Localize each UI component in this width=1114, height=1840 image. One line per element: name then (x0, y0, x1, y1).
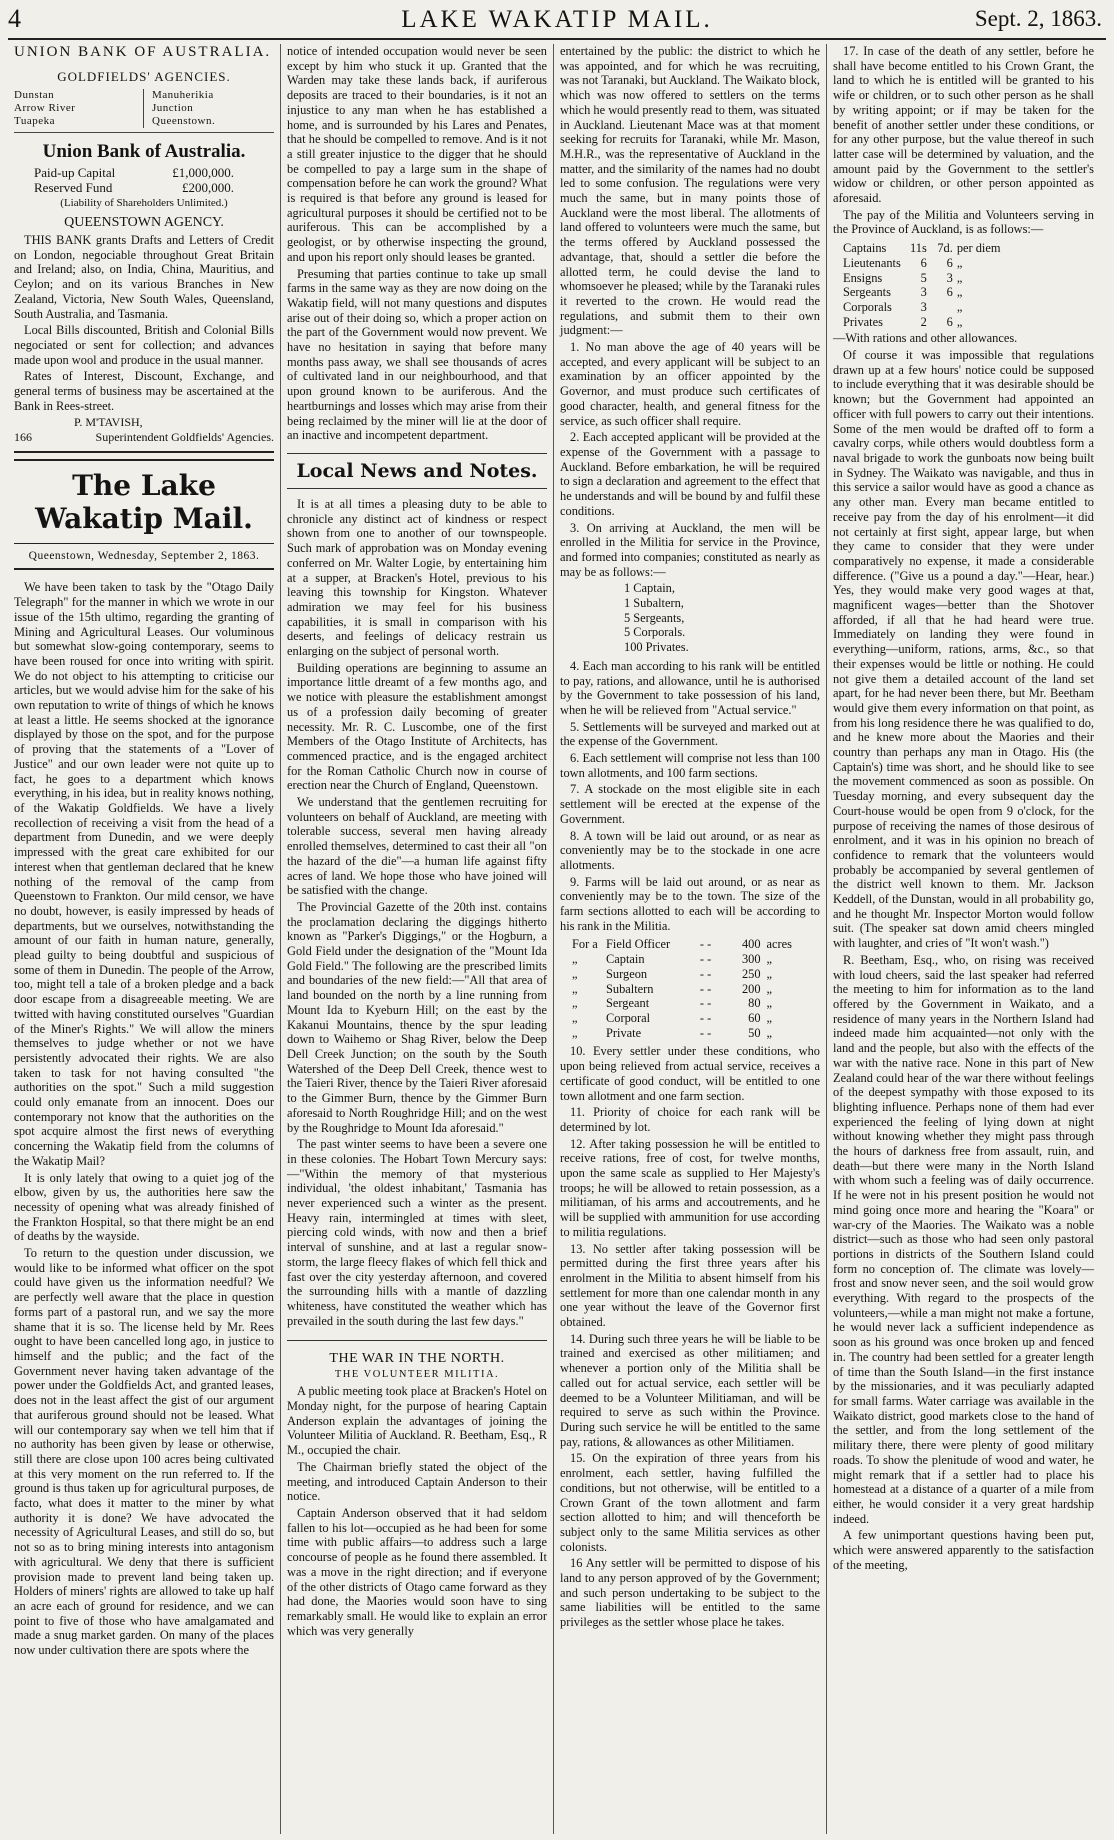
bank-ad-body: THIS BANK grants Drafts and Letters of Credit on London, negociable throughout Great Britain and Ireland; also, on India, China, Mauritius, and Ceylon; and on its various Branches in New Zealand, Victoria, New South Wales, Queensland, South Australia, and Tasmania. (14, 233, 274, 321)
signature-title: Superintendent Goldfields' Agencies. (95, 430, 274, 445)
regulation-item: 6. Each settlement will comprise not less than 100 town allotments, and 100 farm sections. (560, 751, 820, 780)
farm-unit: „ (766, 996, 773, 1011)
company-rank: 5 Corporals. (624, 625, 686, 640)
war-paragraph: Of course it was impossible that regulations drawn up at a few hours' notice could be supposed to include everything that it was desirable should be known; but the Government had appointed an officer with full powers to carry out their intentions. Some of the men would be drafted off to form a cavalry corps, while others would doubtless form a naval brigade to work the gunboats now being built in Sydney. The Waikato was navigable, and thus in this service a sailor would have as good a chance as any other man. Every man became entitled to receive pay from the day of his enrolment—it did not certainly at first sight, appear large, but when they came to consider that they were under comparatively no expense, it made a considerable difference. ("Give us a pound a day."—Hear, hear.) Yes, they would make very good wages at that, magnificent wages—better than the Shotover afforded, if all that he had heard were true. Immediately on landing they were found in everything—uniform, rations, arms, &c., so that their expenses would be little or nothing. He could not give them a detailed account of the land set apart, for he had never been there, but Mr. Beetham would give them every information on that point, as from his long residence there he was qualified to do, and he knew more about the Maories and their country than perhaps any man in Otago. His (the Captain's) time was short, and he should like to see the movement commenced as soon as possible. On Tuesday morning, and every subsequent day the Court-house would be open from 9 o'clock, for the purpose of receiving the names of those desirous of enrolment, and it was in his opinion no breach of confidence to remark that the volunteers would probably be accompanied by several gentlemen of the district well known to them. Mr. Jackson Keddell, of the Dunstan, would in all probability go, and he thought Mr. Inspector Morton would follow suit. (The speaker sat down amid cheers mingled with laughter, and cries of "It won't wash.") (833, 348, 1094, 951)
farm-prefix: „ (572, 996, 578, 1011)
capital-label: Paid-up Capital (34, 165, 116, 180)
local-news-heading: Local News and Notes. (287, 453, 547, 489)
company-composition (624, 581, 820, 655)
bank-name: Union Bank of Australia. (42, 141, 246, 162)
column-3 (554, 44, 827, 1834)
farm-rank: Corporal (606, 1011, 651, 1025)
regulation-item: 4. Each man according to his rank will be entitled to pay, rations, and allowance, until he is authorised by the Government to take possession of his land, when he will be relieved from "Actual service." (560, 658, 820, 717)
farm-unit: „ (766, 1025, 773, 1040)
farm-acres: 250 (741, 966, 761, 981)
agency-item: Tuapeka (14, 115, 144, 128)
pay-rank: Captains (843, 241, 887, 256)
signature: P. M'TAVISH, (74, 415, 143, 430)
farm-prefix: „ (572, 1011, 578, 1025)
regulation-item: 15. On the expiration of three years from his enrolment, each settler, having fulfilled the conditions, but not otherwise, will be entitled to a Crown Grant of the town allotment and farm section allotted to him; and will thenceforth be subject only to the same Militia services as other colonists. (560, 1451, 820, 1554)
war-heading: THE WAR IN THE NORTH. (287, 1340, 547, 1367)
paper-nameplate: The Lake Wakatip Mail. (14, 459, 274, 544)
table-row: „ Subaltern - - 200 „ (572, 982, 802, 997)
capital-amount: £200,000. (182, 180, 234, 195)
farm-unit: „ (766, 952, 773, 967)
farm-acres: 200 (741, 981, 761, 996)
farm-unit: acres (766, 937, 792, 952)
column-2 (281, 44, 554, 1834)
regulation-item: 17. In case of the death of any settler, before he shall have become entitled to his Crown Grant, the land to which he is entitled will be granted to his wife or children, or to such other person as he shall by writing appoint; or if may be taken for the benefit of another settler under these conditions, or for any other purpose, but the value thereof in such latter case will be determined by valuation, and the amount paid by the Government to the settler's widow or children, or other person appointed as aforesaid. (833, 44, 1094, 206)
war-paragraph: Captain Anderson observed that it had seldom fallen to his lot—occupied as he had been for some time with public affairs—to address such a large concourse of people as he found there assembled. It was a move in the right direction; and if everyone of the other districts of Otago came forward as they had done, the Maories would soon have to sing remarkably small. He would like to explain an error which was very generally (287, 1505, 547, 1638)
regulation-item: 9. Farms will be laid out around, or as near as conveniently may be to the town. The size of the farm sections allotted to each will be according to his rank in the Militia. (560, 874, 820, 933)
farm-rank: Sergeant (606, 996, 650, 1011)
table-row: For a Field Officer - - 400 acres (572, 937, 802, 952)
pay-per: „ (956, 314, 963, 329)
regulation-item: 8. A town will be laid out around, or as near as conveniently may be to the stockade in one acre allotments. (560, 828, 820, 872)
pay-rank: Sergeants (843, 285, 891, 300)
newspaper-title: LAKE WAKATIP MAIL. (401, 6, 713, 33)
capital-row (14, 180, 274, 195)
ad-number: 166 (14, 430, 32, 445)
farm-acres: 80 (748, 996, 761, 1011)
regulation-item: 7. A stockade on the most eligible site in each settlement will be erected at the expense of the Government. (560, 782, 820, 826)
pay-per: „ (956, 285, 963, 300)
regulation-item: 11. Priority of choice for each rank will be determined by lot. (560, 1105, 820, 1134)
farm-acres: 400 (741, 937, 761, 952)
agency-item: Queenstown. (152, 115, 216, 127)
regulation-item: 12. After taking possession he will be entitled to receive rations, free of cost, for twelve months, upon the same scale as supplied to Her Majesty's troops; he will be allowed to retain possession, as a militiaman, of his arms and accoutrements, and he will be supplied with ammunition for use according to militia regulations. (560, 1136, 820, 1239)
war-paragraph: A few unimportant questions having been put, which were answered apparently to the satisfaction of the meeting, (833, 1528, 1094, 1572)
news-paragraph: Building operations are beginning to assume an importance little dreamt of a few months ago, and we notice with pleasure the establishment amongst us of a profession daily becoming of greater necessity. Mr. R. C. Luscombe, one of the first Members of the Otago Institute of Architects, has commenced practice, and is the engaged architect for the Roman Catholic Church now in course of erection near the Church of England, Queenstown. (287, 660, 547, 793)
regulation-item: 5. Settlements will be surveyed and marked out at the expense of the Government. (560, 719, 820, 749)
news-paragraph: The past winter seems to have been a severe one in these colonies. The Hobart Town Mercury says:—"Within the memory of that mysterious individual, 'the oldest inhabitant,' Tasmania has never experienced such a winter as the present. Heavy rain, intermingled at times with sleet, piercing cold winds, with now and then a brief interval of sunshine, and at last a regular snow-storm, the large fleecy flakes of which fell thick and fast over the city yesterday afternoon, and covered the surrounding hills with a mantle of dazzling whiteness, have constituted the weather which has prevailed in the south during the last few days." (287, 1137, 547, 1328)
pay-pence: 7d. (937, 241, 953, 256)
agency-item: Manuherikia (152, 89, 214, 101)
pay-shillings: 3 (920, 285, 927, 300)
pay-note: —With rations and other allowances. (833, 331, 1018, 346)
company-rank: 100 Privates. (624, 640, 689, 655)
editorial-paragraph: To return to the question under discussion, we would like to be informed what officer on the spot could have given us the information needful? We are perfectly well aware that the place in question forms part of a pastoral run, and we say the more shame that it is so. The license held by Mr. Rees ought to have been cancelled long ago, in justice to himself and the public; and the fact of the Government never having taken advantage of the power under the Goldfields Act, and granted leases, does not in the least affect the gist of our argument that auriferous ground should not be leased. What will our contemporary say when we tell him that if no authority has been given by lease or otherwise, still there are close upon 100 acres being cultivated at this very moment on the run referred to. If the ground is thus taken up for agricultural purposes, de facto, what does it matter to the miner by what authority it is done? We have advocated the necessity of Agricultural Leases, and still do so, but not so as to bring mining interests into antagonism with agricultural. We deny that there is sufficient provision made to prevent land being taken up. Holders of miners' rights are allowed to take up half an acre each of ground for residence, and we can point to five of those who have amalgamated and made a snug market garden. On many of the places now under cultivation there are spots where the (14, 1246, 274, 1658)
war-paragraph: A public meeting took place at Bracken's Hotel on Monday night, for the purpose of hearing Captain Anderson explain the advantages of joining the Volunteer Militia of Auckland. R. Beetham, Esq., R M., occupied the chair. (287, 1384, 547, 1458)
regulation-item: 3. On arriving at Auckland, the men will be enrolled in the Militia for service in the Province, and formed into companies; constituted as nearly as may be as follows:— (560, 520, 820, 579)
farm-prefix: „ (572, 952, 578, 967)
farm-unit: „ (766, 981, 773, 996)
editorial-paragraph: It is only lately that owing to a quiet jog of the elbow, given by us, the authorities here saw the necessity of opening what was already finished of the Frankton Hospital, so that there might be an end of deaths by the wayside. (14, 1170, 274, 1244)
issue-date: Sept. 2, 1863. (974, 6, 1102, 31)
bank-ad-header: UNION BANK OF AUSTRALIA. (14, 44, 272, 60)
column-1 (8, 44, 281, 1834)
columns (8, 44, 1106, 1834)
farm-allotment-table (572, 937, 802, 1040)
editorial-paragraph: We have been taken to task by the "Otago Daily Telegraph" for the manner in which we wrote in our issue of the 15th ultimo, regarding the granting of Mining and Agricultural Leases. Our voluminous but somewhat slow-going contemporary, seems to have been roused for once into writing with spirit. We do not object to his attempting to criticise our articles, but we would advise him for the sake of his own reputation to write of things of which he knows at least a little. He seems shocked at the ignorance displayed by those on the spot, and for the purpose of proving that the statements of a "Lover of Justice" and our own leader were not quite up to fact, he goes to a department which knows everything, in his idea, but in reality knows nothing, of the Wakatip Goldfields. We have a lively recollection of receiving a visit from the head of a department from Dunedin, and we were deeply impressed with the great care exhibited for our interest when that gentleman declared that he knew nothing of the removal of the camp from Queenstown to Frankton. Our mild censor, we have no doubt, however, is easily impressed by heads of departments, but we ourselves, notwithstanding the amount of our faith in human nature, generally, plead guilty to being doubtful and suspicious of some of them in Dunedin. The people of the Arrow, too, might tell a tale of a broken pledge and a back door escape from a disagreeable meeting. We are twitted with having constituted ourselves "Guardian of the Miner's Rights." We will allow the miners themselves to judge whether or not we have persistently advocated their rights. We are also taken to task for not having consulted "the authorities on the spot." Such a mild suggestion could only emanate from an innocent. Does our contemporary not know that the authorities on the spot acquire almost the first news of everything concerning the Wakatip field from the columns of the Wakatip Mail? (14, 580, 274, 1168)
farm-prefix: For a (572, 937, 598, 952)
war-subheading: THE VOLUNTEER MILITIA. (334, 1369, 500, 1381)
farm-acres: 300 (741, 952, 761, 967)
editorial-paragraph: Presuming that parties continue to take up small farms in the same way as they are now doing on the Wakatip field, will not many questions and disputes arise out of their doing so, which a proper action on the part of the Government would now prevent. We have no hesitation in saying that before many months pass away, we shall see thousands of acres of cultivated land in our neighbourhood, and that upon ground known to be auriferous. And the heartburnings and losses which may arise from their being reclaimed by the miner will lie at the door of an inactive and incompetent department. (287, 266, 547, 443)
table-row: „ Private - - 50 „ (572, 1026, 802, 1041)
paper-dateline: Queenstown, Wednesday, September 2, 1863. (14, 550, 274, 570)
farm-prefix: „ (572, 981, 578, 996)
farm-prefix: „ (572, 1025, 578, 1040)
pay-pence: 6 (946, 255, 953, 270)
table-row (843, 285, 1005, 300)
farm-prefix: „ (572, 966, 578, 981)
table-row (843, 241, 1005, 256)
liability-note: (Liability of Shareholders Unlimited.) (60, 197, 228, 209)
table-row (843, 256, 1005, 271)
war-paragraph: R. Beetham, Esq., who, on rising was received with loud cheers, said the last speaker had referred the meeting to him for information as to the land offered by the Government in Waikato, and a residence of many years in the Northern Island had indeed made him acquainted—not only with the land and the people, but also with the effects of the war with the native race. None in this part of New Zealand could hear of the war there without feelings of the deepest sympathy with those exposed to its blighting influence. Perhaps none of them had ever experienced the feeling of lying down at night without knowing whether they might pass through the hours of darkness free from assault, ruin, and death—but there were many in the North Island with whom such a feeling was of daily occurrence. If he were not in his present position he would not mind going once more and hearing the "Koara" or war-cry of the Maories. The Waikato was a noble district—such as those who had seen only pastoral portions in districts of the Southern Island could form no conception of. The climate was lovely—frost and snow never seen, and the soil would grow everything. With regard to the prospects of the volunteers,—while a man might not make a fortune, he would never lack a sufficient independence as soon as his ground was once broken up and fenced in. The country had been settled for a greater length of time than the South Island—in the first instance by the missionaries, and it was peculiarly adapted for small farms. Water carriage was available in the Waikato district, good markets close to the hand of the settler, and from the long settlement of the military there, there were plenty of good military roads. To show the plenitude of wood and water, he might remark that if a settler had to place his homestead at a distance of a quarter of a mile from either, he would consider it a very great hardship indeed. (833, 952, 1094, 1526)
pay-shillings: 5 (920, 270, 927, 285)
agency-item: Junction (152, 102, 194, 114)
agencies-list (14, 89, 274, 133)
pay-pence (931, 300, 957, 315)
farm-unit: „ (766, 966, 773, 981)
table-row (843, 300, 1005, 315)
news-paragraph: It is at all times a pleasing duty to be able to chronicle any distinct act of kindness or respect shown from one to another of our townspeople. Such mark of approbation was on Monday evening conferred on Mr. Walter Logie, by entertaining him at a supper, at Bracken's Hotel, previous to his leaving this township for Kingston. Whatever admiration we may feel for his business capabilities, it is small in comparison with his deserts, and feelings of delicacy restrain us enlarging on the subject of personal worth. (287, 496, 547, 659)
masthead (8, 4, 1106, 40)
pay-shillings: 3 (920, 299, 927, 314)
bank-ad-body: Local Bills discounted, British and Colonial Bills negociated or sent for collection; and advances made upon wool and produce in the usual manner. (14, 323, 274, 367)
pay-pence: 3 (946, 270, 953, 285)
table-row (843, 271, 1005, 286)
pay-rank: Lieutenants (843, 255, 901, 270)
pay-shillings: 2 (920, 314, 927, 329)
table-row: „ Surgeon - - 250 „ (572, 967, 802, 982)
farm-rank: Private (606, 1025, 642, 1040)
pay-per: per diem (956, 241, 1001, 256)
pay-shillings: 11s (910, 241, 927, 256)
farm-rank: Field Officer (606, 937, 671, 952)
farm-rank: Surgeon (606, 966, 648, 981)
regulation-item: 10. Every settler under these conditions, who upon being relieved from actual service, receives a certificate of good conduct, will be entitled to one town allotment and one farm section. (560, 1044, 820, 1103)
regulation-item: 1. No man above the age of 40 years will be accepted, and every applicant will be subject to an examination by an officer appointed by the Governor, and must produce such certificates of good character, health, and general fitness for the service, as such officer shall require. (560, 340, 820, 428)
war-paragraph: entertained by the public: the district to which he was appointed, and for which he was recruiting, was not Taranaki, but Auckland. The Waikato block, which was now offered to settlers on the terms which he would presently read to them, was situated in Auckland. Lieutenant Mace was at that moment seeking for recruits for Taranaki, while Mr. Mason, M.H.R., was the representative of Auckland in the matter, and the similarity of the names had no doubt led to some confusion. The regulations were very much the same, but in many points those of Auckland were the most liberal. The allotments of land offered to volunteers were much the same, but the terms offered by Auckland possessed the advantage, that, should a settler die before the allotted term, he could devise the land to whomsoever he pleased; while by the Taranaki rules it reverted to the crown. He would read the regulations, and submit them to their own judgment:— (560, 44, 820, 338)
pay-shillings: 6 (920, 255, 927, 270)
pay-per: „ (956, 270, 963, 285)
table-row: „ Corporal - - 60 „ (572, 1011, 802, 1026)
regulation-item: 14. During such three years he will be liable to be trained and exercised as other militiamen; and whenever a portion only of the Militia shall be called out for actual service, each settler will be deemed to be a Volunteer Militiaman, and will be required to serve as such within the Province. During such service he will be entitled to the same pay, rations, & allowances as other Militiamen. (560, 1331, 820, 1449)
farm-rank: Subaltern (606, 981, 654, 996)
agency-item: Arrow River (14, 102, 144, 115)
farm-acres: 60 (748, 1011, 761, 1025)
capital-label: Reserved Fund (34, 180, 113, 195)
agency-item: Dunstan (14, 89, 144, 102)
pay-intro: The pay of the Militia and Volunteers serving in the Province of Auckland, is as follows:— (833, 207, 1094, 237)
pay-rank: Ensigns (843, 270, 883, 285)
bank-advertisement (14, 44, 274, 453)
column-4 (827, 44, 1100, 1834)
agency-name: QUEENSTOWN AGENCY. (64, 215, 224, 230)
company-rank: 5 Sergeants, (624, 610, 685, 625)
table-row (843, 315, 1005, 330)
regulation-item: 16 Any settler will be permitted to dispose of his land to any person approved of by the Government; and such person undertaking to be subject to the same liabilities will be entitled to the same privileges as the settler whose place he takes. (560, 1556, 820, 1630)
pay-table (843, 241, 1005, 329)
regulation-item: 2. Each accepted applicant will be provided at the expense of the Government with a passage to Auckland. Before embarkation, he will be required to sign a declaration and agreement to the effect that he understands and will be bound by and fulfil these conditions. (560, 430, 820, 518)
news-paragraph: We understand that the gentlemen recruiting for volunteers on behalf of Auckland, are meeting with tolerable success, several men having already enrolled themselves, determined to cast their all "on the hazard of the die"—a human life against fifty acres of land. We hope those who have joined will be satisfied with the change. (287, 795, 547, 898)
company-rank: 1 Captain, (624, 581, 675, 596)
capital-row (14, 165, 274, 180)
farm-rank: Captain (606, 952, 645, 967)
pay-per: „ (956, 299, 963, 314)
agencies-title: GOLDFIELDS' AGENCIES. (57, 69, 231, 84)
farm-unit: „ (766, 1011, 773, 1025)
pay-pence: 6 (946, 285, 953, 300)
regulation-item: 13. No settler after taking possession will be permitted during the first three years after his enrolment in the Militia to absent himself from his settlement for more than one calendar month in any one year without the leave of the Governor first obtained. (560, 1241, 820, 1330)
news-paragraph: The Provincial Gazette of the 20th inst. contains the proclamation declaring the diggings hitherto known as "Parker's Diggings," or the Hogburn, a Gold Field under the designation of the "Mount Ida Gold Field." The following are the prescribed limits and boundaries of the new field:—"All that area of land bounded on the north by a line running from Mount Ida to Kyeburn Hill; on the east by the Kakanui Mountains, thence by the spur leading down to Waihemo or Shag River, below the Deep Dell Creek Junction; on the south by the South Watershed of the Deep Dell Creek, thence west to the Taieri River, thence by the Taieri River aforesaid to the Gimmer Burn, thence by the Gimmer Burn aforesaid to North Roughridge Hill; and on the west by the Roughridge to Mount Ida aforesaid." (287, 899, 547, 1135)
table-row: „ Captain - - 300 „ (572, 952, 802, 967)
pay-rank: Privates (843, 314, 883, 329)
capital-amount: £1,000,000. (172, 165, 234, 180)
pay-per: „ (956, 255, 963, 270)
war-paragraph: The Chairman briefly stated the object of the meeting, and introduced Captain Anderson to their notice. (287, 1459, 547, 1504)
table-row: „ Sergeant - - 80 „ (572, 996, 802, 1011)
pay-rank: Corporals (843, 299, 892, 314)
bank-ad-body: Rates of Interest, Discount, Exchange, and general terms of business may be ascertained at the Bank in Rees-street. (14, 369, 274, 413)
page-number: 4 (8, 4, 21, 33)
company-rank: 1 Subaltern, (624, 596, 684, 611)
pay-pence: 6 (946, 314, 953, 329)
editorial-paragraph: notice of intended occupation would never be seen except by him who stuck it up. Granted that the Warden may take these lands back, if auriferous deposits are traced to their boundaries, is it not an injustice to any man when he has established a home, and is surrounded by his Lares and Penates, that he should be compelled to remove. And is it not a still greater injustice to the digger that he should be compelled to pay a large sum in the shape of compensation before he can work the ground? What is required is that before any ground is leased for agricultural purposes it should be certified not to be auriferous. This can be accomplished by a geologist, or by otherwise inspecting the ground, and upon his report only should leases be granted. (287, 44, 547, 264)
farm-acres: 50 (748, 1025, 761, 1040)
signature-line (14, 430, 274, 445)
